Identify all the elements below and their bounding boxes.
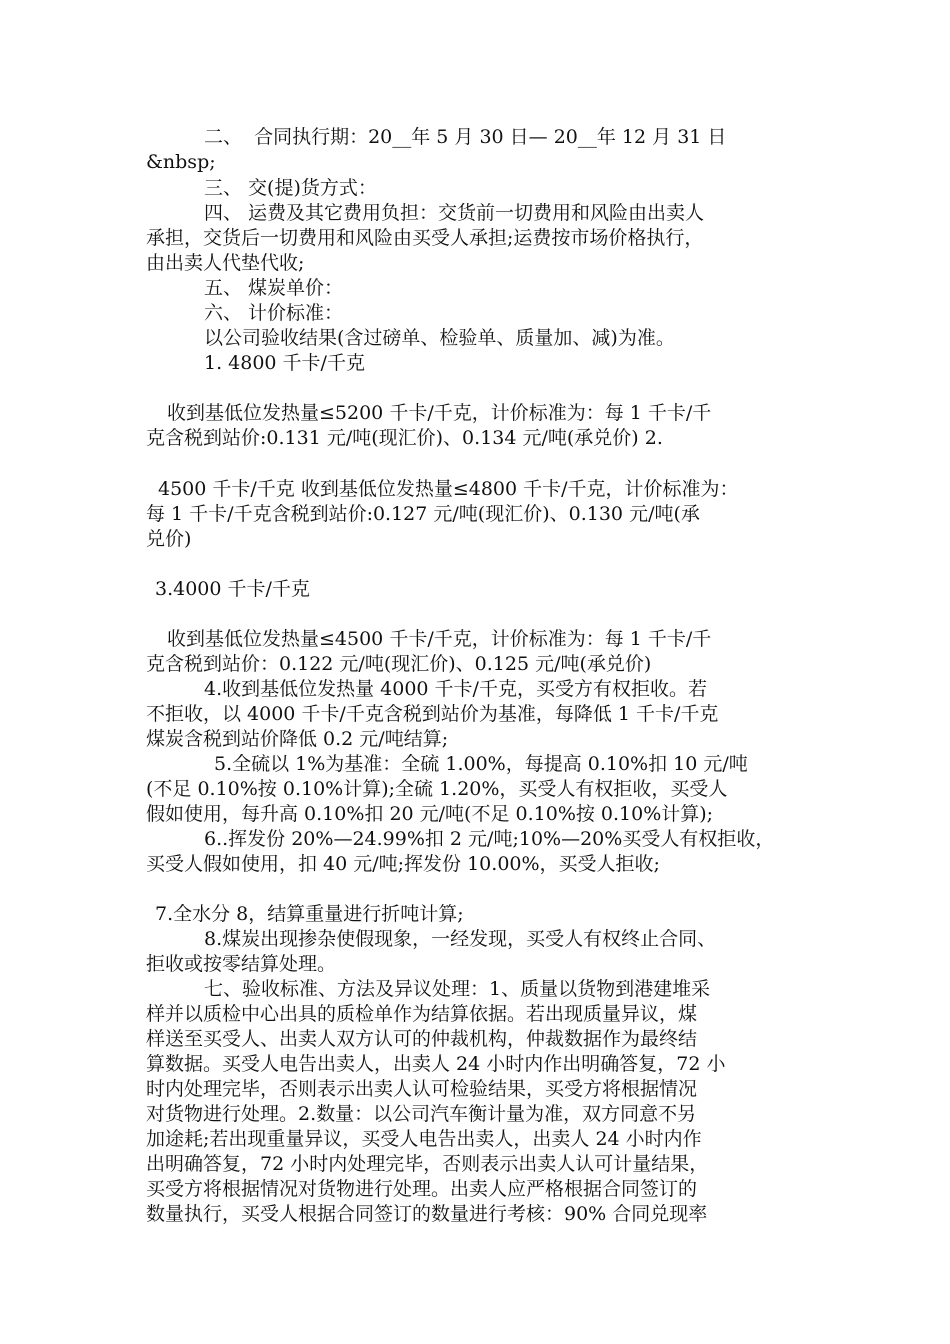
text-line: 收到基低位发热量≤4500 千卡/千克，计价标准为：每 1 千卡/千 bbox=[167, 628, 712, 650]
text-line: 6..挥发份 20%—24.99%扣 2 元/吨;10%—20%买受人有权拒收， bbox=[204, 828, 775, 850]
text-line: 四、 运费及其它费用负担：交货前一切费用和风险由出卖人 bbox=[204, 202, 705, 224]
text-line: 七、验收标准、方法及异议处理：1、质量以货物到港建堆采 bbox=[204, 978, 711, 1000]
text-line: 兑价) bbox=[146, 528, 192, 550]
text-line: 克含税到站价:0.131 元/吨(现汇价)、0.134 元/吨(承兑价) 2. bbox=[146, 427, 663, 449]
text-line: 以公司验收结果(含过磅单、检验单、质量加、减)为准。 bbox=[204, 327, 675, 349]
text-line: 五、 煤炭单价： bbox=[204, 277, 344, 299]
text-line: 4.收到基低位发热量 4000 千卡/千克，买受方有权拒收。若 bbox=[204, 678, 707, 700]
text-line: 每 1 千卡/千克含税到站价:0.127 元/吨(现汇价)、0.130 元/吨(承 bbox=[146, 503, 700, 525]
text-line: 算数据。买受人电告出卖人，出卖人 24 小时内作出明确答复，72 小 bbox=[146, 1053, 726, 1075]
text-line: &nbsp; bbox=[146, 151, 216, 173]
text-line: 拒收或按零结算处理。 bbox=[146, 953, 337, 975]
text-line: 样并以质检中心出具的质检单作为结算依据。若出现质量异议，煤 bbox=[146, 1003, 698, 1025]
text-line: 4500 千卡/千克 收到基低位发热量≤4800 千卡/千克，计价标准为： bbox=[158, 478, 739, 500]
text-line: 8.煤炭出现掺杂使假现象，一经发现，买受人有权终止合同、 bbox=[204, 928, 717, 950]
text-line: 承担，交货后一切费用和风险由买受人承担;运费按市场价格执行， bbox=[146, 227, 704, 249]
text-line: 时内处理完毕，否则表示出卖人认可检验结果，买受方将根据情况 bbox=[146, 1078, 698, 1100]
text-line: 由出卖人代垫代收; bbox=[146, 252, 305, 274]
text-line: 买受方将根据情况对货物进行处理。出卖人应严格根据合同签订的 bbox=[146, 1178, 698, 1200]
text-line: 煤炭含税到站价降低 0.2 元/吨结算; bbox=[146, 728, 449, 750]
text-line: 出明确答复，72 小时内处理完毕，否则表示出卖人认可计量结果， bbox=[146, 1153, 709, 1175]
text-line: 二、 合同执行期：20__年 5 月 30 日— 20__年 12 月 31 日 bbox=[204, 126, 727, 148]
text-line: 加途耗;若出现重量异议，买受人电告出卖人，出卖人 24 小时内作 bbox=[146, 1128, 702, 1150]
text-line: 样送至买受人、出卖人双方认可的仲裁机构，仲裁数据作为最终结 bbox=[146, 1028, 698, 1050]
text-line: 1. 4800 千卡/千克 bbox=[204, 352, 365, 374]
text-line: 收到基低位发热量≤5200 千卡/千克，计价标准为：每 1 千卡/千 bbox=[167, 402, 712, 424]
text-line: 买受人假如使用，扣 40 元/吨;挥发份 10.00%，买受人拒收; bbox=[146, 853, 660, 875]
text-line: 5.全硫以 1%为基准：全硫 1.00%，每提高 0.10%扣 10 元/吨 bbox=[214, 753, 748, 775]
text-line: 假如使用，每升高 0.10%扣 20 元/吨(不足 0.10%按 0.10%计算); bbox=[146, 803, 714, 825]
text-line: 六、 计价标准： bbox=[204, 302, 344, 324]
text-line: 不拒收，以 4000 千卡/千克含税到站价为基准，每降低 1 千卡/千克 bbox=[146, 703, 719, 725]
text-line: 克含税到站价：0.122 元/吨(现汇价)、0.125 元/吨(承兑价) bbox=[146, 653, 652, 675]
text-line: 数量执行，买受人根据合同签订的数量进行考核：90% 合同兑现率 bbox=[146, 1203, 708, 1225]
text-line: (不足 0.10%按 0.10%计算);全硫 1.20%，买受人有权拒收，买受人 bbox=[146, 778, 728, 800]
text-line: 7.全水分 8，结算重量进行折吨计算; bbox=[155, 903, 464, 925]
text-line: 3.4000 千卡/千克 bbox=[155, 578, 310, 600]
text-line: 对货物进行处理。2.数量：以公司汽车衡计量为准，双方同意不另 bbox=[146, 1103, 697, 1125]
text-line: 三、 交(提)货方式： bbox=[204, 177, 377, 199]
